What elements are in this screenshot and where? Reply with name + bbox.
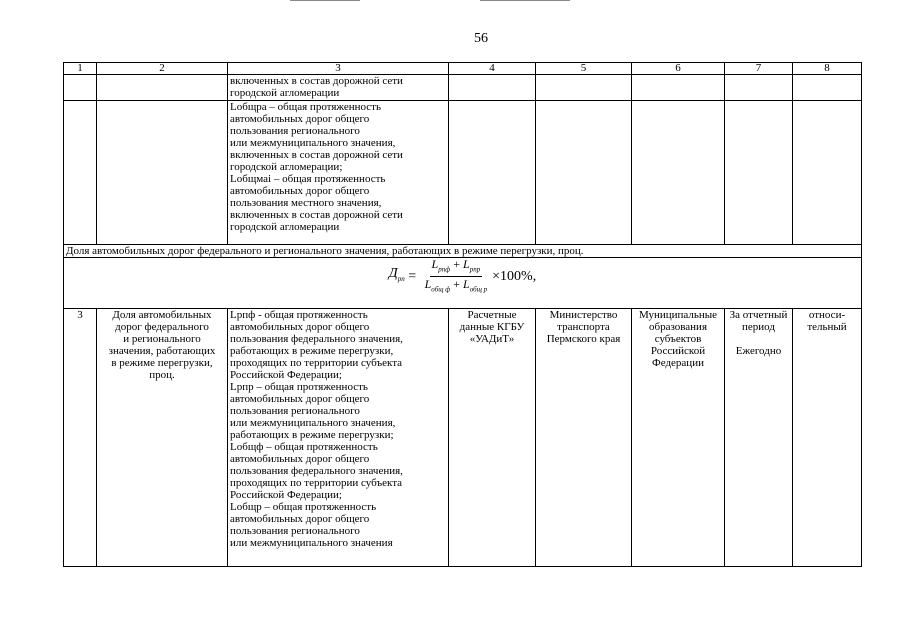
- column-header: 1: [64, 63, 97, 75]
- section-title: Доля автомобильных дорог федерального и регионального значения, работающих в режиме перегрузки, проц.: [64, 245, 862, 258]
- definition-cell: Lрпф - общая протяженность автомобильных дорог общего пользования федерального значения, работающих в режиме перегрузки, проходящих по территории субъекта Российской Федерации; Lрпр – общая протяженность автомобильных дорог общего пользования регионального или межмуниципального значения, работающих в режиме перегрузки; Lобщф – общая протяженность автомобильных дорог общего пользования федерального значения, проходящих по территории субъекта Российской Федерации; Lобщр – общая протяженность автомобильных дорог общего пользования регионального или межмуниципального значения: [228, 309, 449, 567]
- cell: [793, 75, 862, 101]
- cell: [632, 101, 725, 245]
- formula-lhs: $Д_{рп}$: [388, 266, 405, 284]
- cell: [632, 75, 725, 101]
- table-row: [64, 101, 862, 245]
- cell: [64, 75, 97, 101]
- definition-cell: Lобщра – общая протяженность автомобильных дорог общего пользования регионального или межмуниципального значения, включенных в состав дорожной сети городской агломерации; Lобщмаi – общая протяженность автомобильных дорог общего пользования местного значения, включенных в состав дорожной сети городской агломерации: [228, 101, 449, 245]
- scan-edge-line: [290, 0, 360, 1]
- column-header: 4: [449, 63, 536, 75]
- formula-equals: =: [404, 268, 420, 284]
- formula-cell: [64, 258, 862, 309]
- cell: [97, 75, 228, 101]
- column-header: 6: [632, 63, 725, 75]
- cell: [725, 75, 793, 101]
- formula: [389, 258, 536, 296]
- cell: [536, 101, 632, 245]
- cell: [536, 75, 632, 101]
- column-header: 5: [536, 63, 632, 75]
- period-cell: За отчетный период Ежегодно: [725, 309, 793, 567]
- formula-denominator: $L_{общ ф} + L_{общ р}$: [424, 277, 488, 294]
- header-row: [64, 63, 862, 75]
- cell: [793, 101, 862, 245]
- indicator-table: [63, 62, 862, 567]
- cell: [97, 101, 228, 245]
- data-source: Расчетные данные КГБУ «УАДиТ»: [449, 309, 536, 567]
- page-number: 56: [474, 31, 488, 46]
- cell: [64, 101, 97, 245]
- scan-edge-line: [480, 0, 570, 1]
- formula-row: [64, 258, 862, 309]
- cell: [449, 101, 536, 245]
- unit-cell: относи- тельный: [793, 309, 862, 567]
- formula-fraction: [423, 258, 490, 296]
- responsible-body: Министерство транспорта Пермского края: [536, 309, 632, 567]
- section-title-row: [64, 245, 862, 258]
- row-number: 3: [64, 309, 97, 567]
- formula-numerator: $L_{рпф} + L_{рпр}$: [430, 258, 483, 277]
- definition-cell: включенных в состав дорожной сети городской агломерации: [228, 75, 449, 101]
- table-row: [64, 309, 862, 567]
- cell: [725, 101, 793, 245]
- column-header: 7: [725, 63, 793, 75]
- level-cell: Муниципальные образования субъектов Российской Федерации: [632, 309, 725, 567]
- cell: [449, 75, 536, 101]
- column-header: 2: [97, 63, 228, 75]
- indicator-name: Доля автомобильных дорог федерального и регионального значения, работающих в режиме перегрузки, проц.: [97, 309, 228, 567]
- column-header: 8: [793, 63, 862, 75]
- table-row: [64, 75, 862, 101]
- formula-tail: ×100%,: [492, 268, 537, 284]
- column-header: 3: [228, 63, 449, 75]
